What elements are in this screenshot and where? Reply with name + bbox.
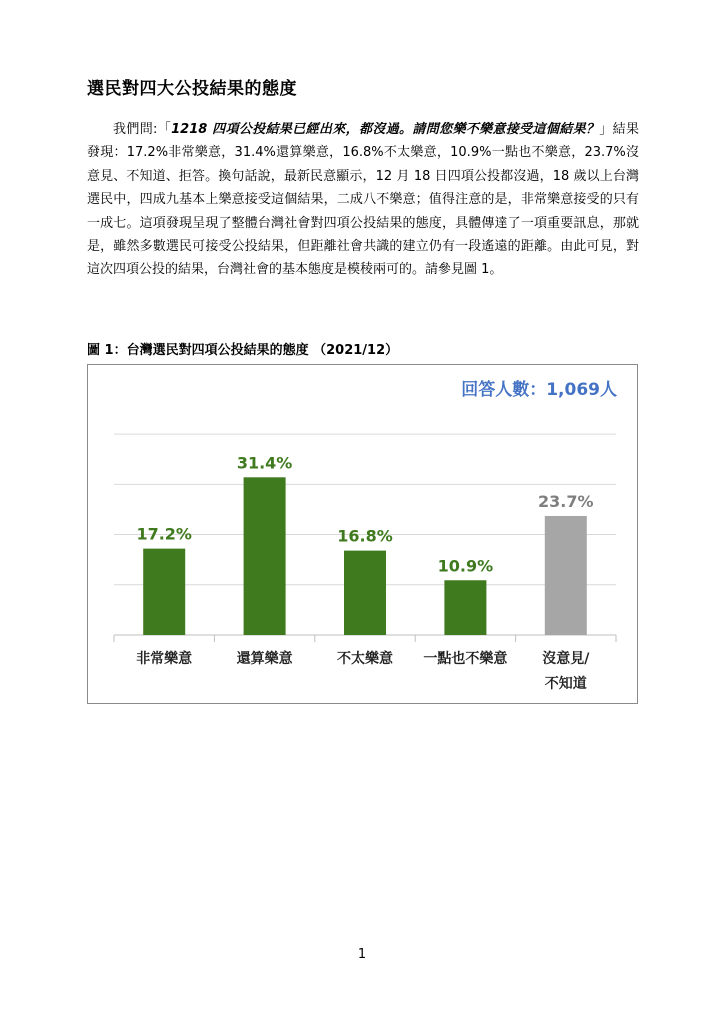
category-label-1 [136,650,192,667]
category-label-line: 不太樂意 [337,651,393,667]
data-label-3: 16.8% [337,526,393,546]
bar-5 [545,516,587,635]
data-label-4: 10.9% [437,556,494,576]
bar-3 [344,551,386,635]
page-title: 選民對四大公投結果的態度 [87,79,297,99]
bar-1 [143,549,185,635]
data-label-5: 23.7% [538,491,594,511]
body-paragraph [87,118,639,282]
bar-2 [244,477,286,635]
category-label-5 [542,650,590,692]
bar-4 [444,580,486,635]
paragraph-lead: 我們問:「 [113,122,172,137]
data-label-2: 31.4% [236,453,293,473]
category-label-line: 不知道 [544,676,587,692]
survey-question: 1218 四項公投結果已經出來，都沒過。請問您樂不樂意接受這個結果？ [171,122,600,137]
page-number: 1 [357,947,367,962]
respondents-count: 回答人數：1,069人 [461,380,617,400]
category-label-line: 沒意見/ [542,651,590,667]
category-label-3 [337,650,393,667]
category-label-4 [423,650,507,667]
category-label-line: 還算樂意 [236,651,293,667]
chart-container [87,364,638,704]
category-label-line: 非常樂意 [136,651,193,667]
data-label-1: 17.2% [136,524,192,544]
category-label-line: 一點也不樂意 [423,651,508,667]
figure-caption: 圖 1：台灣選民對四項公投結果的態度 （2021/12） [87,343,399,358]
category-label-2 [237,650,293,667]
bar-chart [88,365,637,703]
paragraph-rest: 」結果發現：17.2%非常樂意，31.4%還算樂意，16.8%不太樂意，10.9%一點也不樂意，23.7%沒意見、不知道、拒答。換句話說，最新民意顯示，12 月 18 日四項公投都沒過，18 歲以上台灣選民中，四成九基本上樂意接受這個結果，二成八不樂意；值得注意的是，非常樂意接受的只有一成七。這項發現呈現了整體台灣社會對四項公投結果的態度，具體傳達了一項重要訊息，那就是，雖然多數選民可接受公投結果，但距離社會共識的建立仍有一段遙遠的距離。由此可見，對這次四項公投的結果，台灣社會的基本態度是模稜兩可的。請參見圖 1。 [87,122,639,278]
